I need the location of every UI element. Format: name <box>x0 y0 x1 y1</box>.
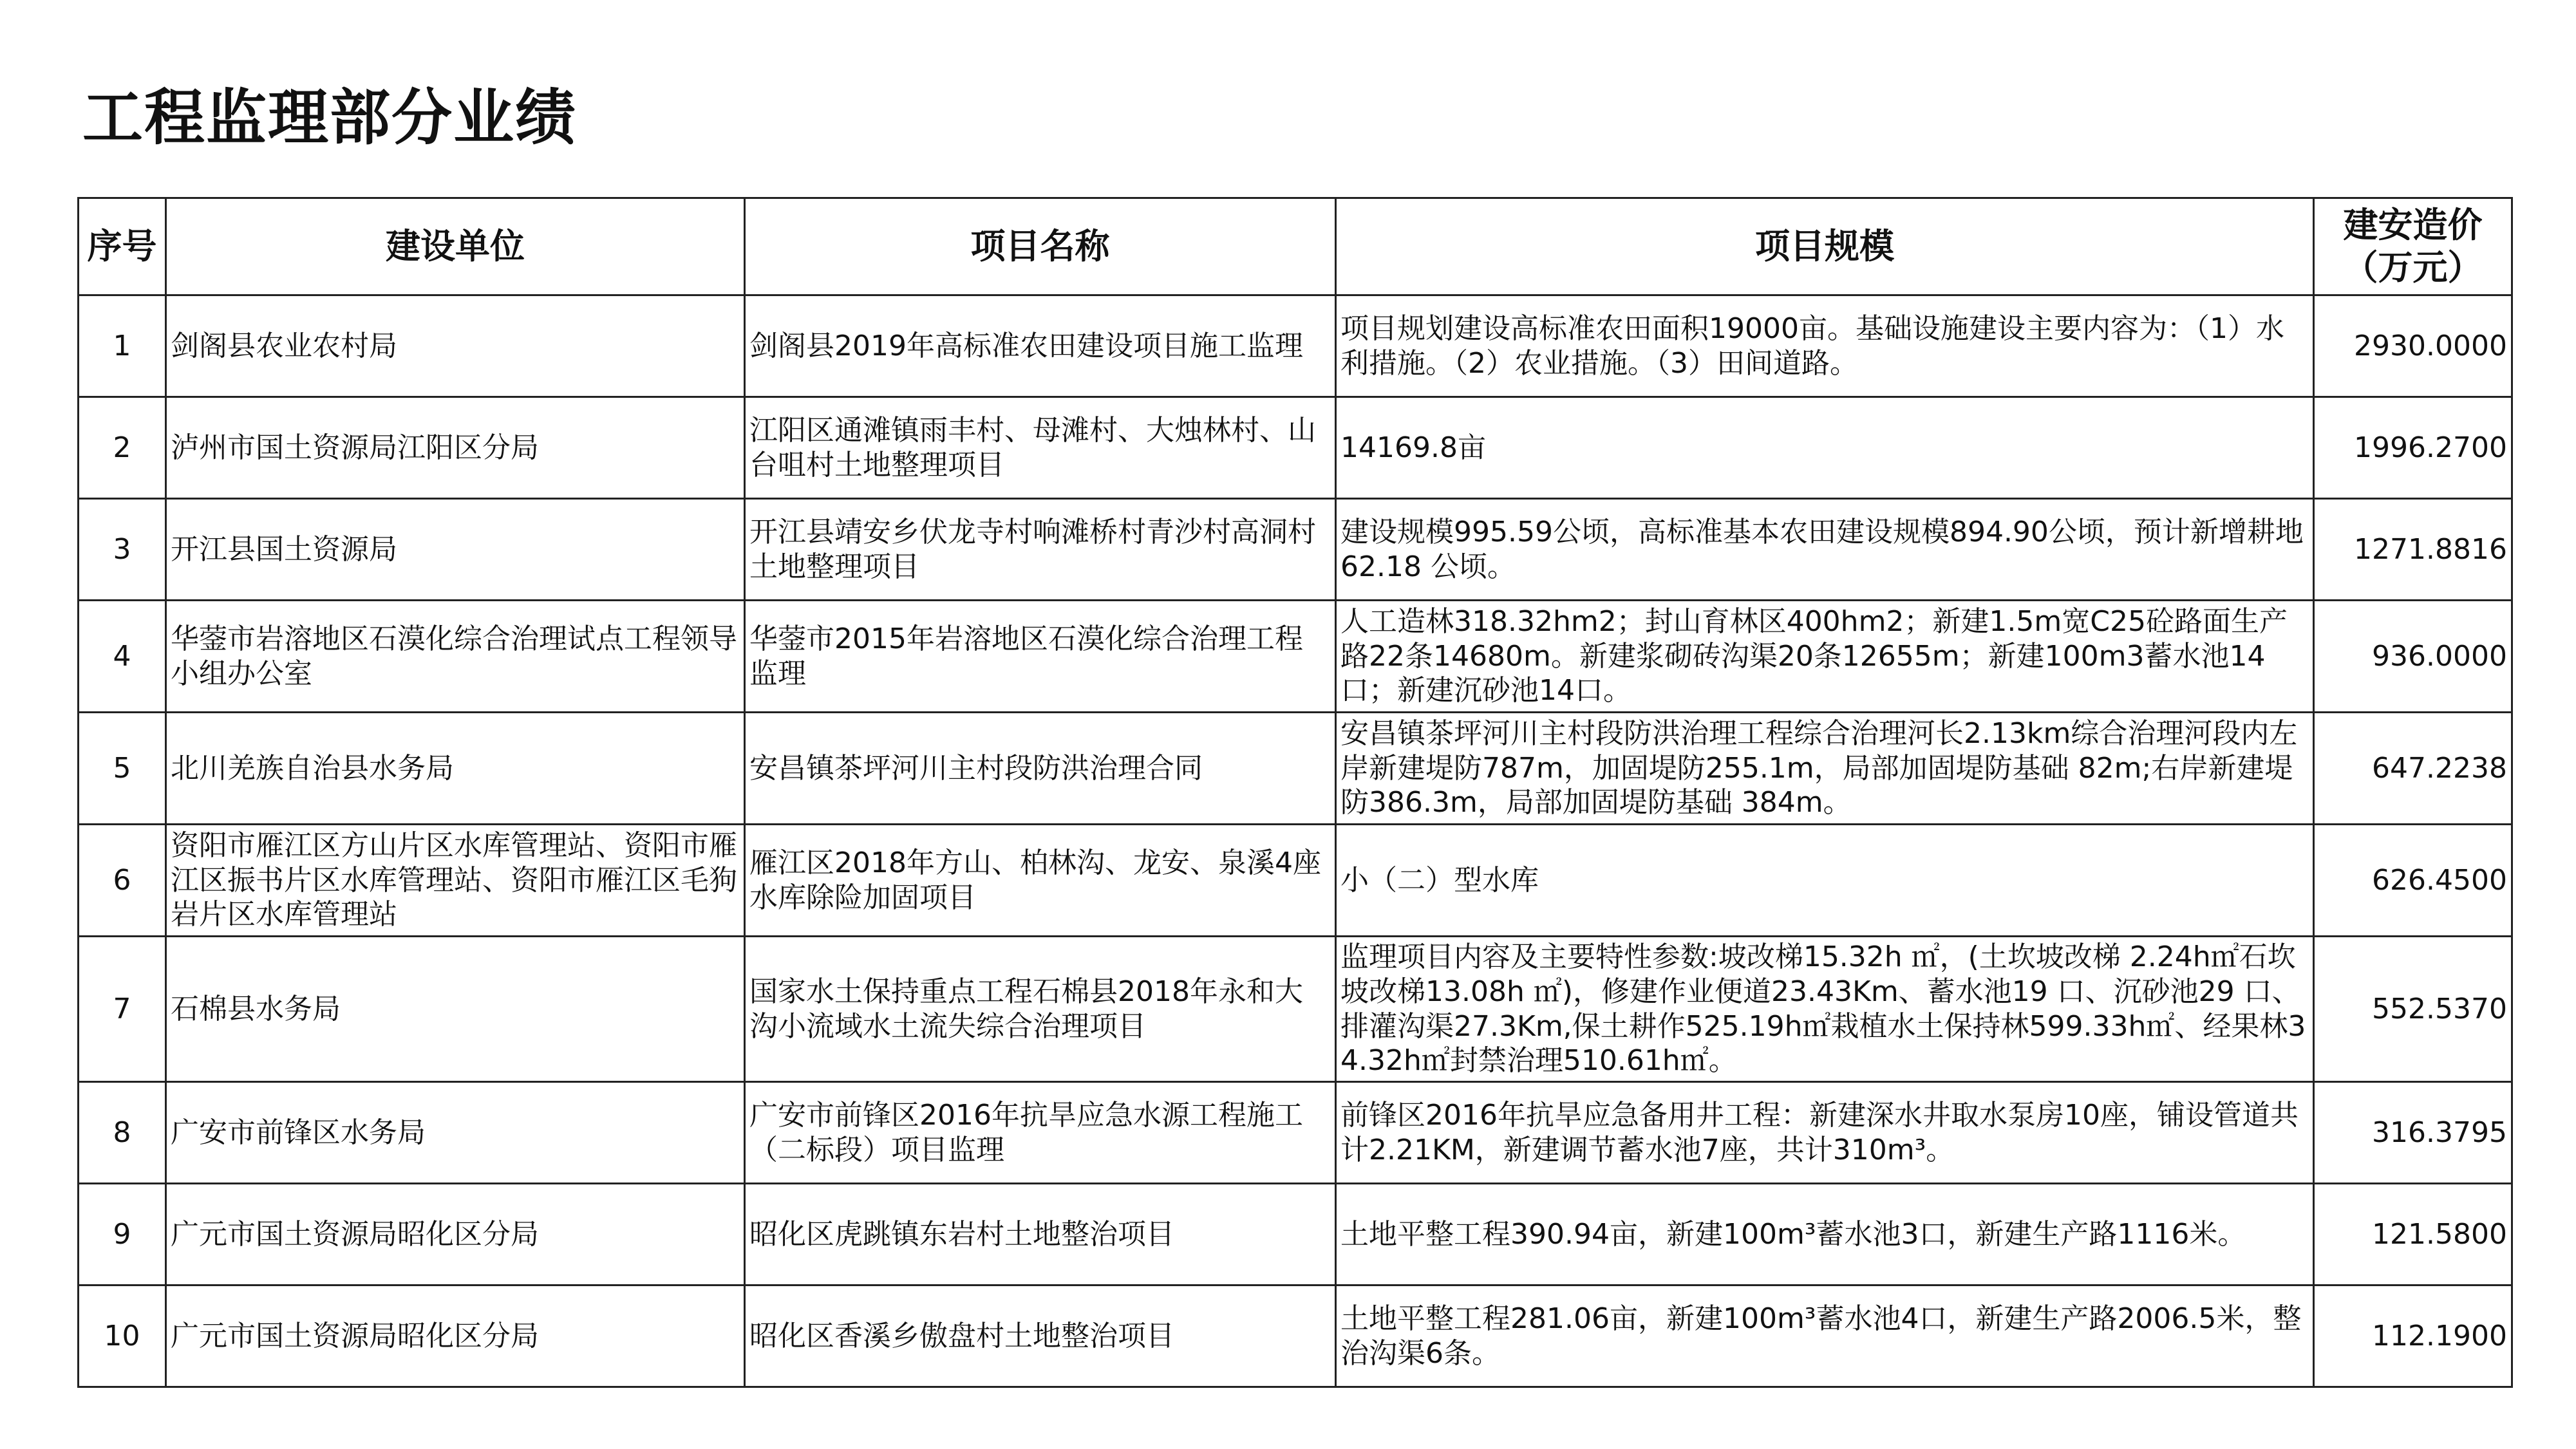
cell-index: 2 <box>79 397 166 499</box>
cell-construction-unit: 开江县国土资源局 <box>166 499 745 601</box>
cell-index: 3 <box>79 499 166 601</box>
cell-construction-cost: 316.3795 <box>2314 1082 2512 1184</box>
cell-construction-cost: 121.5800 <box>2314 1184 2512 1285</box>
header-index: 序号 <box>79 198 166 295</box>
cell-index: 7 <box>79 937 166 1082</box>
header-project-scale: 项目规模 <box>1336 198 2314 295</box>
cell-project-scale: 安昌镇茶坪河川主村段防洪治理工程综合治理河长2.13km综合治理河段内左岸新建堤防787m，加固堤防255.1m，局部加固堤防基础 82m;右岸新建堤防386.3m，局部加固堤防基础 384m。 <box>1336 713 2314 825</box>
cell-project-scale: 土地平整工程281.06亩，新建100m³蓄水池4口，新建生产路2006.5米，整治沟渠6条。 <box>1336 1285 2314 1387</box>
header-construction-cost <box>2314 198 2512 295</box>
cell-index: 4 <box>79 601 166 713</box>
cell-construction-cost: 626.4500 <box>2314 825 2512 937</box>
cell-construction-cost: 1996.2700 <box>2314 397 2512 499</box>
cell-index: 1 <box>79 295 166 397</box>
cell-project-scale: 建设规模995.59公顷，高标准基本农田建设规模894.90公顷，预计新增耕地62.18 公顷。 <box>1336 499 2314 601</box>
cell-project-name: 国家水土保持重点工程石棉县2018年永和大沟小流域水土流失综合治理项目 <box>745 937 1336 1082</box>
cell-construction-unit: 北川羌族自治县水务局 <box>166 713 745 825</box>
cell-construction-unit: 广元市国土资源局昭化区分局 <box>166 1184 745 1285</box>
cell-construction-cost: 647.2238 <box>2314 713 2512 825</box>
table-row <box>79 937 2512 1082</box>
cell-project-name: 昭化区香溪乡傲盘村土地整治项目 <box>745 1285 1336 1387</box>
cell-project-scale: 人工造林318.32hm2；封山育林区400hm2；新建1.5m宽C25砼路面生产路22条14680m。新建浆砌砖沟渠20条12655m；新建100m3蓄水池14口；新建沉砂池14口。 <box>1336 601 2314 713</box>
cell-project-scale: 土地平整工程390.94亩，新建100m³蓄水池3口，新建生产路1116米。 <box>1336 1184 2314 1285</box>
table-row <box>79 1082 2512 1184</box>
cell-index: 10 <box>79 1285 166 1387</box>
cell-project-scale: 14169.8亩 <box>1336 397 2314 499</box>
cell-construction-unit: 资阳市雁江区方山片区水库管理站、资阳市雁江区振书片区水库管理站、资阳市雁江区毛狗岩片区水库管理站 <box>166 825 745 937</box>
cell-project-name: 雁江区2018年方山、柏林沟、龙安、泉溪4座水库除险加固项目 <box>745 825 1336 937</box>
cell-project-name: 华蓥市2015年岩溶地区石漠化综合治理工程监理 <box>745 601 1336 713</box>
cell-project-name: 安昌镇茶坪河川主村段防洪治理合同 <box>745 713 1336 825</box>
header-construction-unit: 建设单位 <box>166 198 745 295</box>
table-row <box>79 499 2512 601</box>
cell-construction-unit: 石棉县水务局 <box>166 937 745 1082</box>
table-row <box>79 1184 2512 1285</box>
table-row <box>79 397 2512 499</box>
cell-project-scale: 项目规划建设高标准农田面积19000亩。基础设施建设主要内容为：（1）水利措施。（2）农业措施。（3）田间道路。 <box>1336 295 2314 397</box>
table-row <box>79 295 2512 397</box>
cell-project-scale: 小（二）型水库 <box>1336 825 2314 937</box>
cell-construction-unit: 广安市前锋区水务局 <box>166 1082 745 1184</box>
table-row <box>79 1285 2512 1387</box>
cell-construction-unit: 泸州市国土资源局江阳区分局 <box>166 397 745 499</box>
cell-index: 5 <box>79 713 166 825</box>
cell-construction-cost: 112.1900 <box>2314 1285 2512 1387</box>
cell-construction-cost: 2930.0000 <box>2314 295 2512 397</box>
performance-table <box>77 197 2513 1388</box>
table-header-row <box>79 198 2512 295</box>
header-cost-unit: （万元） <box>2343 247 2483 288</box>
cell-project-name: 开江县靖安乡伏龙寺村响滩桥村青沙村高洞村土地整理项目 <box>745 499 1336 601</box>
page-title: 工程监理部分业绩 <box>82 83 578 153</box>
cell-index: 9 <box>79 1184 166 1285</box>
cell-construction-unit: 剑阁县农业农村局 <box>166 295 745 397</box>
table-row <box>79 825 2512 937</box>
cell-project-name: 江阳区通滩镇雨丰村、母滩村、大烛林村、山台咀村土地整理项目 <box>745 397 1336 499</box>
cell-project-scale: 前锋区2016年抗旱应急备用井工程：新建深水井取水泵房10座，铺设管道共计2.21KM，新建调节蓄水池7座，共计310m³。 <box>1336 1082 2314 1184</box>
cell-project-name: 广安市前锋区2016年抗旱应急水源工程施工（二标段）项目监理 <box>745 1082 1336 1184</box>
header-cost-label: 建安造价 <box>2343 205 2483 246</box>
cell-index: 6 <box>79 825 166 937</box>
cell-construction-cost: 936.0000 <box>2314 601 2512 713</box>
table-row <box>79 601 2512 713</box>
table-row <box>79 713 2512 825</box>
cell-index: 8 <box>79 1082 166 1184</box>
cell-project-name: 昭化区虎跳镇东岩村土地整治项目 <box>745 1184 1336 1285</box>
cell-construction-cost: 552.5370 <box>2314 937 2512 1082</box>
header-project-name: 项目名称 <box>745 198 1336 295</box>
cell-construction-cost: 1271.8816 <box>2314 499 2512 601</box>
cell-project-scale: 监理项目内容及主要特性参数:坡改梯15.32h ㎡，(土坎坡改梯 2.24h㎡石坎坡改梯13.08h ㎡)，修建作业便道23.43Km、蓄水池19 口、沉砂池29 口、排灌沟渠27.3Km,保土耕作525.19h㎡栽植水土保持林599.33h㎡、经果林34.32h㎡封禁治理510.61h㎡。 <box>1336 937 2314 1082</box>
cell-construction-unit: 广元市国土资源局昭化区分局 <box>166 1285 745 1387</box>
cell-construction-unit: 华蓥市岩溶地区石漠化综合治理试点工程领导小组办公室 <box>166 601 745 713</box>
cell-project-name: 剑阁县2019年高标准农田建设项目施工监理 <box>745 295 1336 397</box>
